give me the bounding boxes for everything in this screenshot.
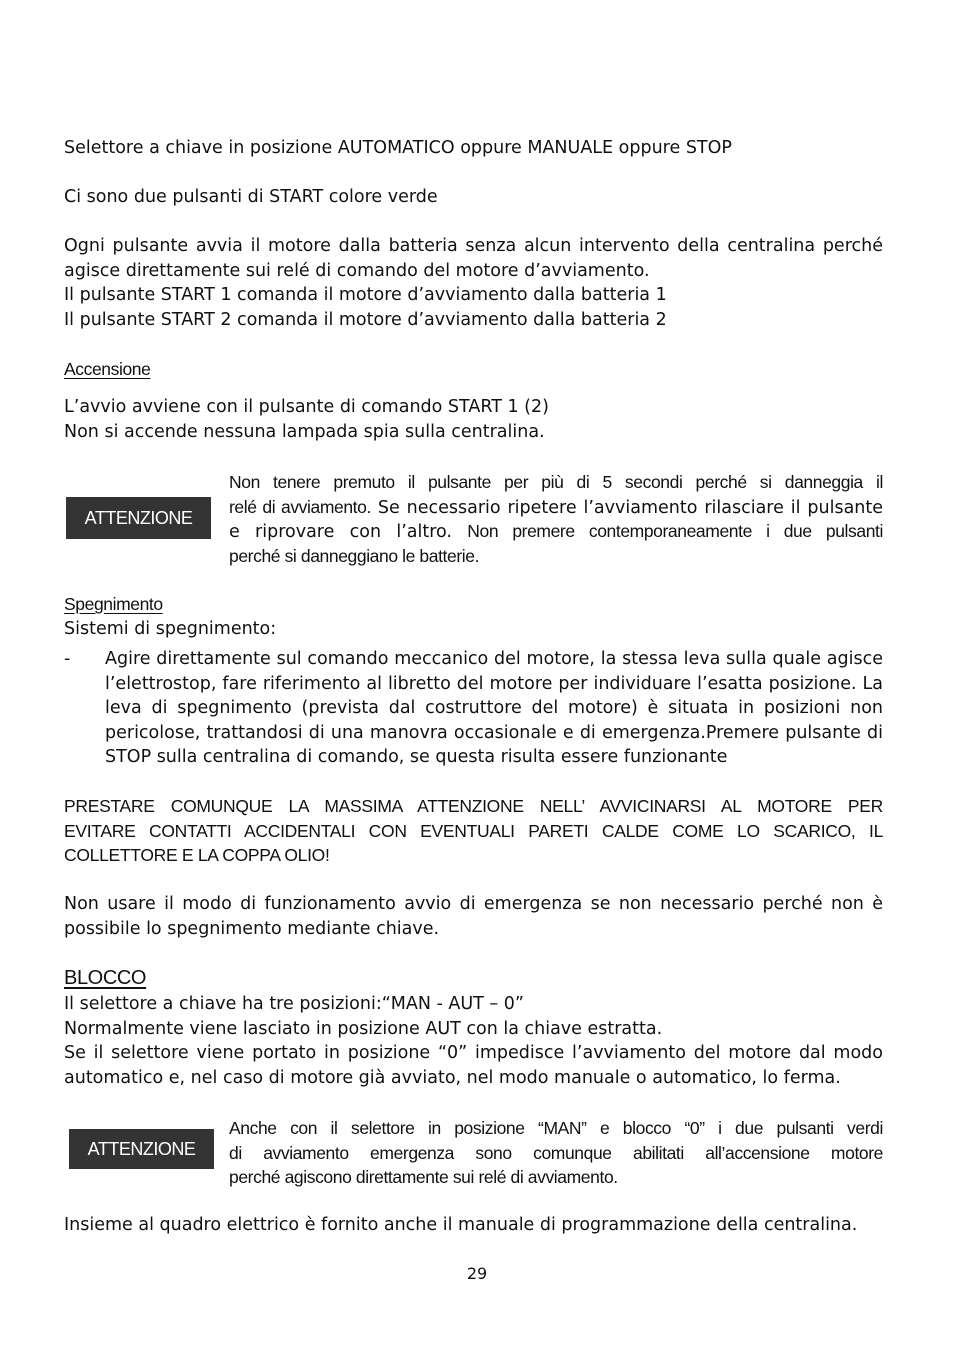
accensione-paragraph: L’avvio avviene con il pulsante di comando START 1 (2) Non si accende nessuna lampada spia sulla centralina. bbox=[64, 397, 549, 442]
spegnimento-list-item: - Agire direttamente sul comando meccanico del motore, la stessa leva sulla quale agisce l’elettrostop, fare riferimento al libretto del motore per individuare l’esatta posizione. La leva di spegnimento (prevista dal costruttore del motore) è situata in posizioni non pericolose, trattandosi di una manovra occasionale e di emergenza.Premere pulsante di STOP sulla centralina di comando, se questa risulta essere funzionante bbox=[64, 649, 883, 767]
manual-note: Insieme al quadro elettrico è fornito anche il manuale di programmazione della centralina. bbox=[64, 1215, 858, 1235]
accensione-heading: Accensione bbox=[64, 359, 151, 379]
blocco-heading: BLOCCO bbox=[64, 967, 147, 989]
emergency-note-paragraph: Non usare il modo di funzionamento avvio di emergenza se non necessario perché non è possibile lo spegnimento mediante chiave. bbox=[64, 894, 883, 939]
start-buttons-line: Ci sono due pulsanti di START colore verde bbox=[64, 187, 438, 207]
page-number: 29 bbox=[466, 1264, 488, 1283]
warning-start-duration: Non tenere premuto il pulsante per più di 5 secondi perché si danneggia il relé di avviamento. Se necessario ripetere l’avviamento rilasciare il pulsante e riprovare con l’altro. Non premere contemporaneamente i due pulsanti perché si danneggiano le batterie. bbox=[229, 472, 884, 566]
spegnimento-heading: Spegnimento bbox=[64, 594, 163, 614]
start-description-paragraph: Ogni pulsante avvia il motore dalla batteria senza alcun intervento della centralina perché agisce direttamente sui relé di comando del motore d’avviamento. Il pulsante START 1 comanda il motore d’avviamento dalla batteria 1 Il pulsante START 2 comanda il motore d’avviamento dalla batteria 2 bbox=[64, 236, 883, 330]
warning-manual-override: Anche con il selettore in posizione “MAN” e blocco “0” i due pulsanti verdi di avviamento emergenza sono comunque abilitati all’accensione motore perché agiscono direttamente sui relé di avviamento. bbox=[229, 1118, 883, 1187]
blocco-paragraph: Il selettore a chiave ha tre posizioni:“MAN - AUT – 0” Normalmente viene lasciato in posizione AUT con la chiave estratta. Se il selettore viene portato in posizione “0” impedisce l’avviamento del motore dal modo automatico e, nel caso di motore già avviato, nel modo manuale o automatico, lo ferma. bbox=[64, 994, 883, 1088]
spegnimento-intro: Sistemi di spegnimento: bbox=[64, 619, 277, 639]
attenzione-badge: ATTENZIONE bbox=[66, 497, 211, 539]
caution-paragraph: PRESTARE COMUNQUE LA MASSIMA ATTENZIONE NELL’ AVVICINARSI AL MOTORE PER EVITARE CONTATTI ACCIDENTALI CON EVENTUALI PARETI CALDE COME LO SCARICO, IL COLLETTORE E LA COPPA OLIO! bbox=[64, 796, 883, 865]
selector-line: Selettore a chiave in posizione AUTOMATICO oppure MANUALE oppure STOP bbox=[64, 138, 732, 158]
attenzione-badge: ATTENZIONE bbox=[69, 1129, 214, 1169]
